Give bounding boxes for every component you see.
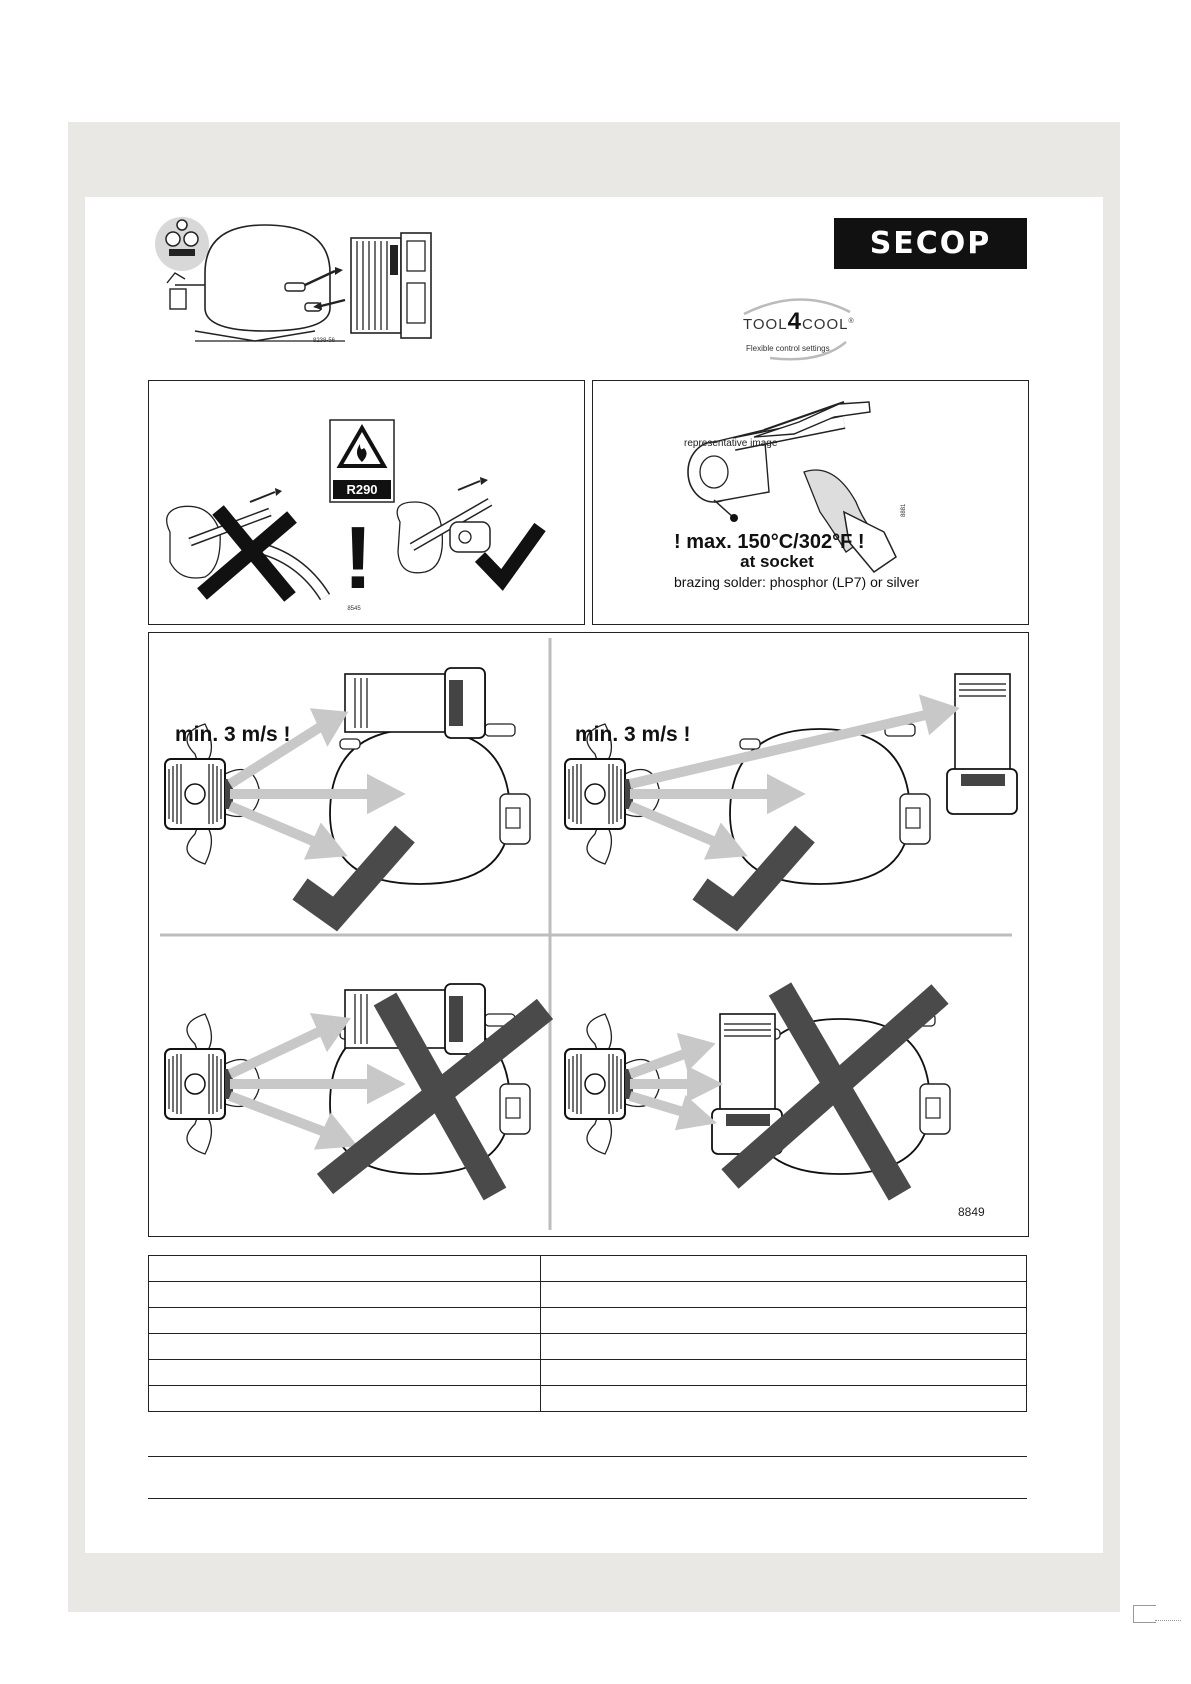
divider-rule [148, 1498, 1027, 1499]
table-cell [149, 1282, 541, 1308]
compressor-body [205, 225, 330, 331]
table-cell [541, 1256, 1027, 1282]
brazing-figure-code: 8881 [901, 503, 907, 517]
airflow-top-right-correct [565, 674, 1017, 914]
table-cell [149, 1256, 541, 1282]
spec-table [148, 1255, 1027, 1412]
max-temperature-label: ! max. 150°C/302°F ! [674, 531, 865, 553]
page-corner-dots [1155, 1620, 1181, 1621]
table-row [149, 1360, 1027, 1386]
airflow-label-top-right: min. 3 m/s ! [575, 723, 691, 746]
divider-rule [148, 1456, 1027, 1457]
table-cell [149, 1334, 541, 1360]
table-cell [149, 1360, 541, 1386]
secop-logo [834, 218, 1027, 269]
airflow-top-left-correct [165, 668, 530, 914]
table-cell [541, 1282, 1027, 1308]
header-figure-code: 8238-56 [313, 338, 336, 344]
table-row [149, 1282, 1027, 1308]
airflow-illustration [150, 634, 1026, 1234]
airflow-label-top-left: min. 3 m/s ! [175, 723, 291, 746]
page-corner-mark [1133, 1605, 1156, 1623]
table-cell [541, 1386, 1027, 1412]
warning-exclamation: ! [343, 508, 373, 607]
tool4cool-logo [740, 292, 860, 364]
at-socket-label: at socket [740, 552, 814, 571]
table-cell [541, 1334, 1027, 1360]
tool4cool-wordmark: TOOL4COOL® [743, 308, 855, 335]
table-row [149, 1334, 1027, 1360]
logo-text: SECOP [869, 226, 992, 261]
pipe-cutting-illustration [150, 382, 582, 622]
table-row [149, 1386, 1027, 1412]
airflow-figure-code: 8849 [958, 1205, 985, 1219]
brazing-illustration [594, 382, 1026, 622]
table-cell [541, 1308, 1027, 1334]
table-cell [149, 1386, 541, 1412]
airflow-bottom-right-wrong [565, 989, 950, 1194]
compressor-service-illustration [145, 213, 465, 348]
airflow-bottom-left-wrong [165, 984, 545, 1194]
table-row [149, 1308, 1027, 1334]
warning-figure-code: 8545 [347, 606, 361, 612]
table-cell [149, 1308, 541, 1334]
representative-image-note: representative image [684, 438, 778, 449]
table-row [149, 1256, 1027, 1282]
tool4cool-tagline: Flexible control settings [746, 344, 830, 353]
brazing-solder-label: brazing solder: phosphor (LP7) or silver [674, 574, 920, 590]
refrigerant-label: R290 [346, 482, 378, 497]
table-cell [541, 1360, 1027, 1386]
